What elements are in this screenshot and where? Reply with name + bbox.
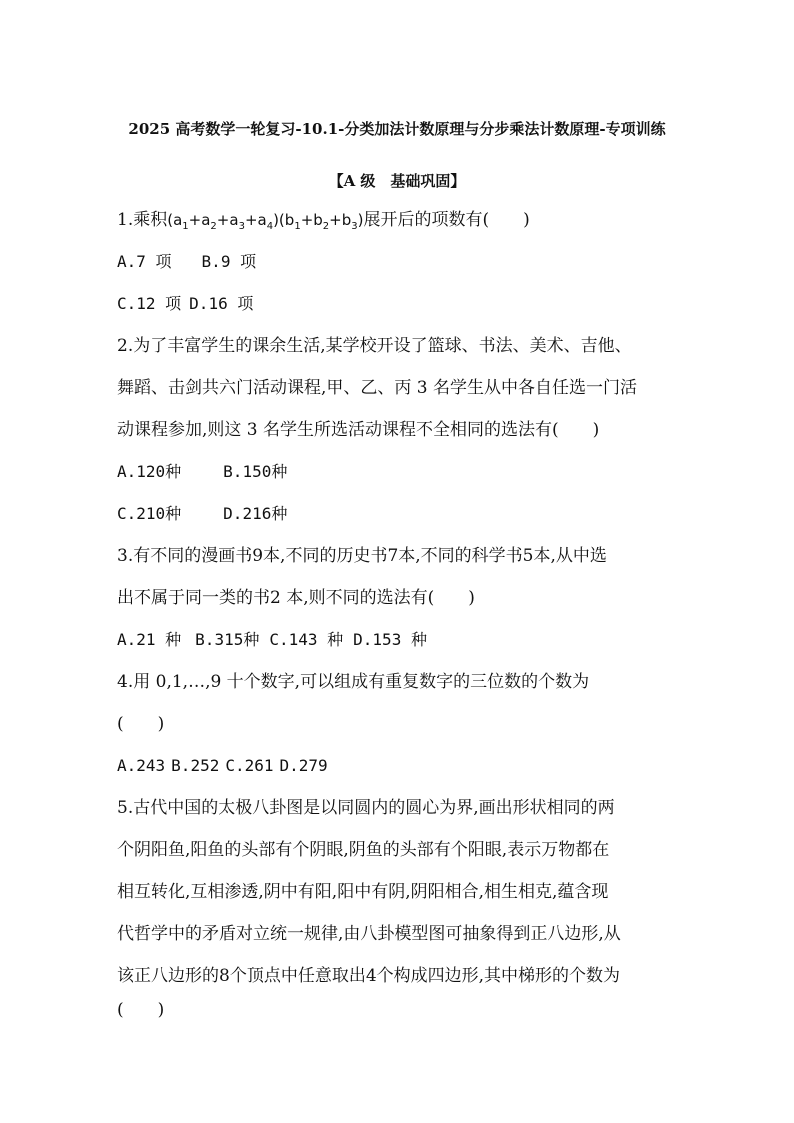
question-3-line-2: 出不属于同一类的书2 本,则不同的选法有( ): [117, 588, 475, 608]
question-1-stem: [117, 210, 530, 237]
question-5-line-4: 代哲学中的矛盾对立统一规律,由八卦模型图可抽象得到正八边形,从: [117, 924, 621, 944]
question-3-option-d: D.153 种: [353, 630, 427, 649]
question-4-option-b: B.252: [171, 756, 220, 775]
question-1-text: 展开后的项数有( ): [363, 210, 530, 230]
question-4-option-d: D.279: [279, 756, 328, 775]
question-3-option-a: A.21 种: [117, 630, 182, 649]
question-1-options-row-2: [117, 294, 253, 314]
question-5-line-5: 该正八边形的8个顶点中任意取出4个构成四边形,其中梯形的个数为: [117, 966, 621, 986]
question-4-line-2: ( ): [117, 714, 165, 734]
question-2-options-row-1: [117, 462, 287, 482]
question-2-option-b: B.150种: [223, 462, 288, 481]
question-2-option-a: A.120种: [117, 462, 182, 481]
question-3-line-1: 3.有不同的漫画书9本,不同的历史书7本,不同的科学书5本,从中选: [117, 546, 607, 566]
question-1-options-row-1: [117, 252, 256, 272]
section-heading: 【A 级 基础巩固】: [328, 172, 466, 190]
question-1-option-b: B.9 项: [201, 252, 257, 271]
document-title: 2025 高考数学一轮复习-10.1-分类加法计数原理与分步乘法计数原理-专项训练: [128, 120, 666, 138]
question-2-line-1: 2.为了丰富学生的课余生活,某学校开设了篮球、书法、美术、吉他、: [117, 336, 632, 356]
question-4-line-1: 4.用 0,1,…,9 十个数字,可以组成有重复数字的三位数的个数为: [117, 672, 590, 692]
question-3-options-row: [117, 630, 427, 650]
question-2-option-d: D.216种: [223, 504, 288, 523]
question-5-line-6: ( ): [117, 1000, 165, 1020]
question-5-line-3: 相互转化,互相渗透,阴中有阳,阳中有阴,阴阳相合,相生相克,蕴含现: [117, 882, 609, 902]
question-3-option-c: C.143 种: [269, 630, 344, 649]
question-2-line-3: 动课程参加,则这 3 名学生所选活动课程不全相同的选法有( ): [117, 420, 600, 440]
question-1-option-a: A.7 项: [117, 252, 172, 271]
question-1-option-d: D.16 项: [189, 294, 254, 313]
question-4-option-a: A.243: [117, 756, 166, 775]
question-3-option-b: B.315种: [195, 630, 260, 649]
question-5-line-1: 5.古代中国的太极八卦图是以同圆内的圆心为界,画出形状相同的两: [117, 798, 615, 818]
question-1-prefix: 1.乘积: [117, 210, 168, 230]
question-1-expression: $(a_1+a_2+a_3+a_4)(b_1+b_2+b_3)$: [167, 211, 364, 232]
question-5-line-2: 个阴阳鱼,阳鱼的头部有个阴眼,阴鱼的头部有个阳眼,表示万物都在: [117, 840, 610, 860]
question-4-option-c: C.261: [225, 756, 274, 775]
question-2-option-c: C.210种: [117, 504, 182, 523]
question-4-options-row: [117, 756, 328, 776]
question-1-option-c: C.12 项: [117, 294, 182, 313]
question-2-line-2: 舞蹈、击剑共六门活动课程,甲、乙、丙 3 名学生从中各自任选一门活: [117, 378, 638, 398]
question-2-options-row-2: [117, 504, 287, 524]
